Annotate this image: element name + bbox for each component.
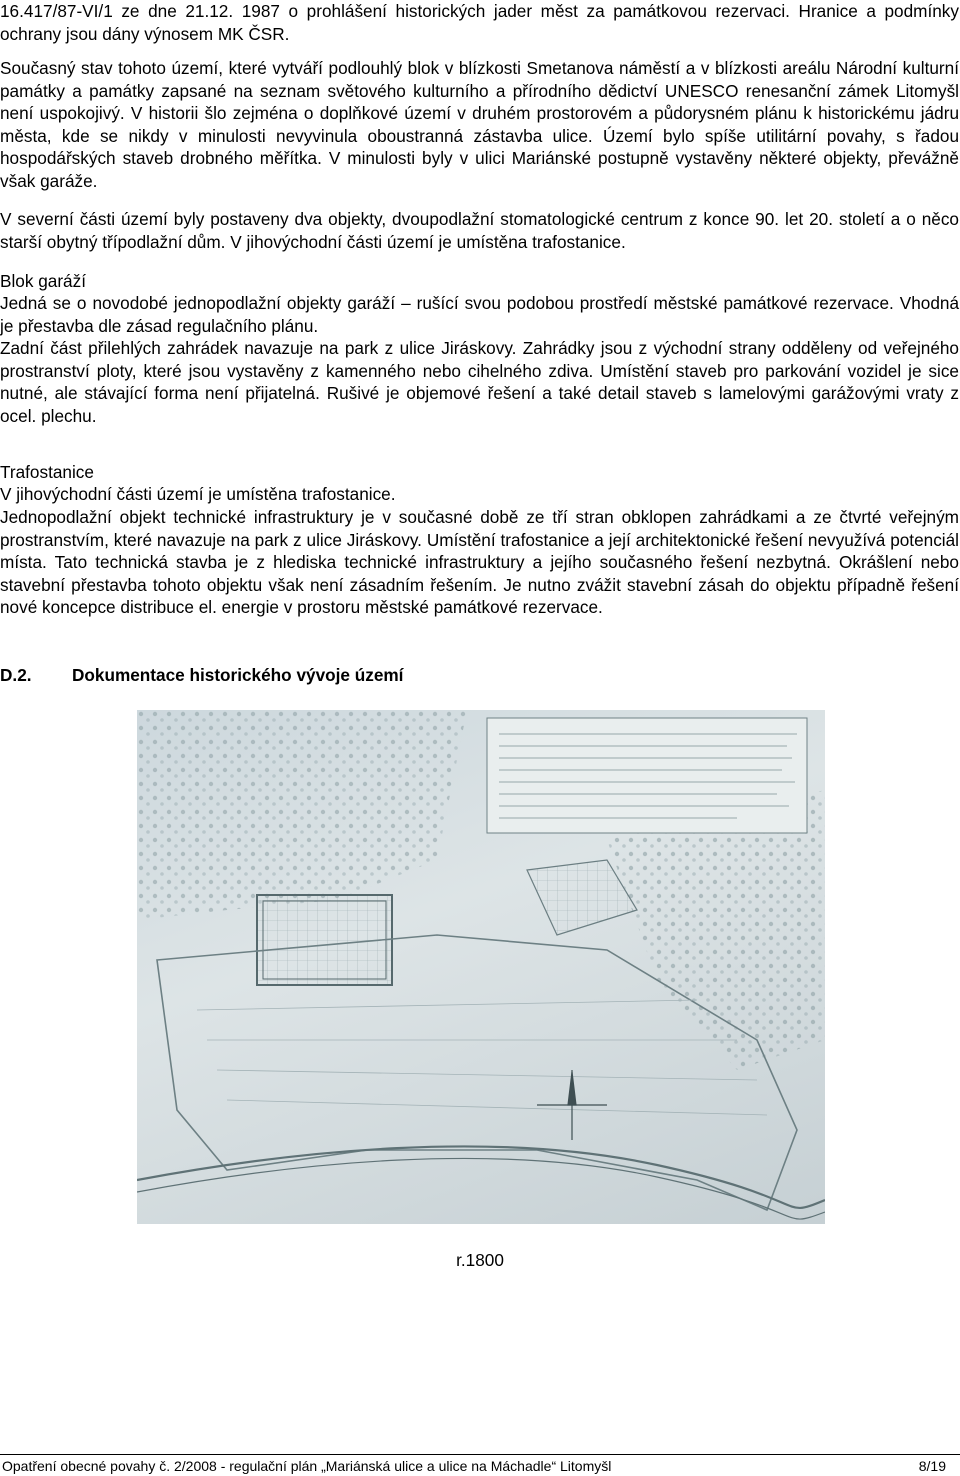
section-number: D.2. [0, 665, 32, 685]
figure-caption: r.1800 [456, 1250, 504, 1270]
transformer-location: V jihovýchodní části území je umístěna trafostanice. [0, 484, 396, 504]
historical-map-image [137, 710, 825, 1224]
garage-block-title: Blok garáží [0, 271, 86, 291]
section-title: Dokumentace historického vývoje území [72, 665, 404, 685]
north-part-paragraph: V severní části území byly postaveny dva objekty, dvoupodlažní stomatologické centrum z konce 90. let 20. století a o něco starší obytný třípodlažní dům. V jihovýchodní části území je umístěna trafostanice. [0, 209, 959, 252]
transformer-paragraph: Jednopodlažní objekt technické infrastruktury je v současné době ze tří stran obklopen zahrádkami a ze čtvrté veřejným prostranstvím, které navazuje na park z ulice Jiráskovy. Umístění trafostanice a její architektonické řešení nevyužívá potenciál místa. Tato technická stavba je z hlediska technické infrastruktury a jejího současného řešení nezbytná. Okrášlení nebo stavební přestavba tohoto objektu však není zásadním řešením. Je nutno zvážit stavební zásah do objektu případně řešení nové koncepce distribuce el. energie v prostoru městské památkové rezervace. [0, 507, 959, 617]
transformer-title: Trafostanice [0, 462, 94, 482]
intro-paragraph: 16.417/87-VI/1 ze dne 21.12. 1987 o prohlášení historických jader měst za památkovou rezervaci. Hranice a podmínky ochrany jsou dány výnosem MK ČSR. [0, 1, 959, 44]
footer-page-number: 8/19 [918, 1458, 946, 1474]
gardens-paragraph: Zadní část přilehlých zahrádek navazuje na park z ulice Jiráskovy. Zahrádky jsou z východní strany odděleny od veřejného prostranství ploty, které jsou vystavěny z kamenného nebo cihelného zdiva. Umístění staveb pro parkování vozidel je sice nutné, ale stávající forma není přijatelná. Rušivé je objemové řešení a také detail staveb s lamelovými garážovými vraty z ocel. plechu. [0, 338, 959, 426]
garage-block-paragraph: Jedná se o novodobé jednopodlažní objekty garáží – rušící svou podobou prostředí městské památkové rezervace. Vhodná je přestavba dle zásad regulačního plánu. [0, 293, 959, 336]
historical-map-drawing [137, 710, 825, 1224]
current-state-paragraph: Současný stav tohoto území, které vytváří podlouhlý blok v blízkosti Smetanova náměstí a v blízkosti areálu Národní kulturní památky a památky zapsané na seznam světového kulturního a přírodního dědictví UNESCO renesanční zámek Litomyšl není uspokojivý. V historii šlo zejména o doplňkové území v druhém prostorovém a půdorysném plánu k historickému jádru města, kde se nikdy v minulosti nevyvinula oboustranná zástavba ulice. Území bylo spíše utilitární povahy, s řadou hospodářských staveb drobného měřítka. V minulosti byly v ulici Mariánské postupně vystavěny některé objekty, převážně však garáže. [0, 58, 959, 191]
footer-document-title: Opatření obecné povahy č. 2/2008 - regulační plán „Mariánská ulice a ulice na Máchadle“ Litomyšl [2, 1458, 612, 1474]
footer-divider [0, 1454, 960, 1455]
